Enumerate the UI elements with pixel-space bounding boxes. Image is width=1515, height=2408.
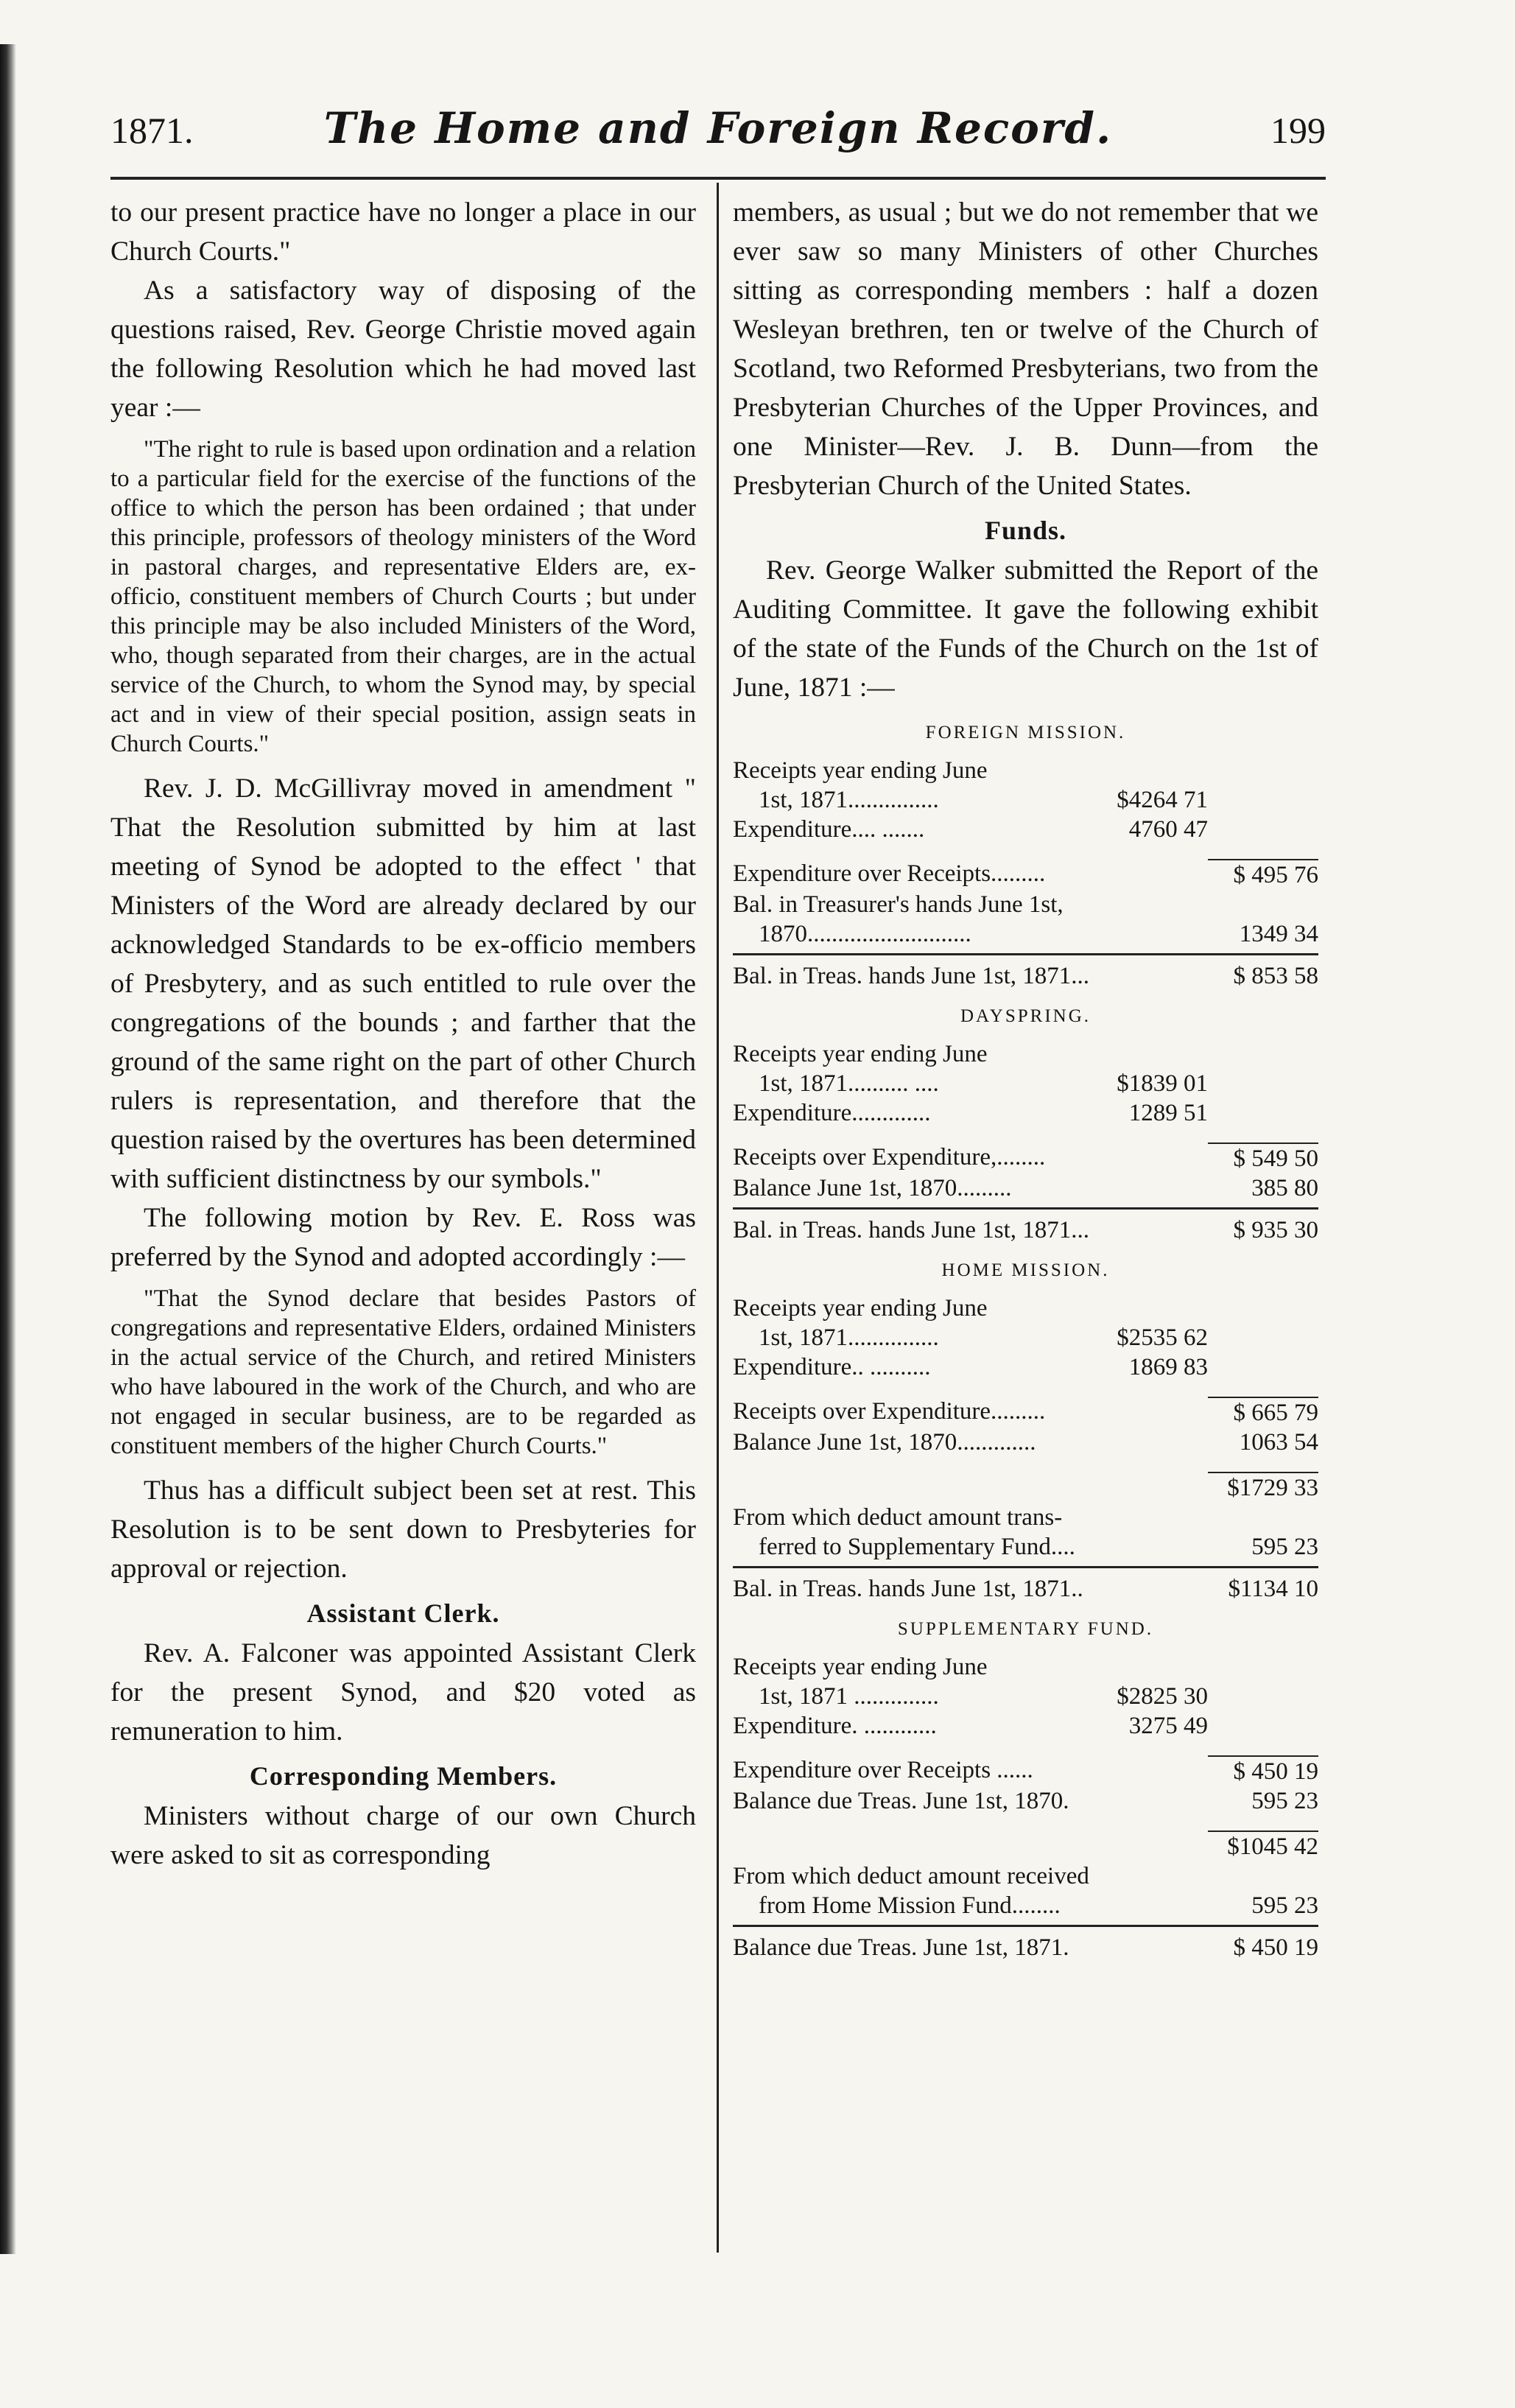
section-heading: Assistant Clerk. <box>306 1598 500 1628</box>
fund-row: 1870........................... 1349 34 <box>759 921 1318 947</box>
column-divider <box>717 183 719 2253</box>
motion-quote: "That the Synod declare that besides Pastors of congregations and representative Elders, ordained Ministers in the actual service of the Church, and retired Ministers who have laboured in the work of the Church, and who are not engaged in secular business, are to be regarded as constituent members of the higher Church Courts." <box>110 1285 696 1459</box>
fund-row: Balance June 1st, 1870............. 1063 54 <box>733 1429 1318 1456</box>
left-column <box>110 193 696 1875</box>
paragraph: The following motion by Rev. E. Ross was preferred by the Synod and adopted accordingly :— <box>110 1203 696 1272</box>
fund-row: 1st, 1871............... $2535 62 <box>759 1324 1208 1351</box>
section-heading: Funds. <box>984 516 1067 545</box>
paragraph: Rev. A. Falconer was appointed Assistant Clerk for the present Synod, and $20 voted as remuneration to him. <box>110 1638 696 1747</box>
fund-row: Expenditure............. 1289 51 <box>733 1100 1208 1126</box>
fund-row: 1st, 1871 .............. $2825 30 <box>759 1683 1208 1710</box>
fund-row: Bal. in Treasurer's hands June 1st, <box>733 891 1064 918</box>
fund-row: 1st, 1871.......... .... $1839 01 <box>759 1070 1208 1097</box>
page-number: 199 <box>1270 110 1326 151</box>
fund-balance-row: Bal. in Treas. hands June 1st, 1871... $ 935 30 <box>733 1217 1318 1243</box>
paragraph: members, as usual ; but we do not remember that we ever saw so many Ministers of other Churches sitting as corresponding members : half a dozen Wesleyan brethren, ten or twelve of the Church of Scotland, two Reformed Presbyterians, two from the Presbyterian Churches of the Upper Provinces, and one Minister—Rev. J. B. Dunn—from the Presbyterian Church of the United States. <box>733 197 1318 501</box>
paragraph: Rev. George Walker submitted the Report of the Auditing Committee. It gave the following exhibit of the state of the Funds of the Church on the 1st of June, 1871 :— <box>733 555 1318 703</box>
paragraph: Ministers without charge of our own Church were asked to sit as corresponding <box>110 1801 696 1870</box>
paragraph: to our present practice have no longer a place in our Church Courts." <box>110 197 696 267</box>
fund-row: Receipts over Expenditure......... $ 665 79 <box>733 1398 1318 1426</box>
fund-subtotal-row: $1045 42 <box>733 1830 1318 1861</box>
fund-row: Receipts year ending June <box>733 757 988 784</box>
fund-row: Balance June 1st, 1870......... 385 80 <box>733 1175 1318 1201</box>
fund-title: DAYSPRING. <box>960 1006 1092 1026</box>
fund-row: From which deduct amount received <box>733 1863 1089 1889</box>
fund-row: ferred to Supplementary Fund.... 595 23 <box>759 1534 1318 1560</box>
book-binding-edge <box>0 44 16 2254</box>
right-column <box>733 193 1318 1962</box>
fund-row: Receipts year ending June <box>733 1041 988 1067</box>
fund-balance-row: Bal. in Treas. hands June 1st, 1871.. $1134 10 <box>733 1576 1318 1602</box>
header-title: The Home and Foreign Record. <box>323 103 1113 153</box>
fund-row: from Home Mission Fund........ 595 23 <box>759 1892 1318 1919</box>
paragraph: As a satisfactory way of disposing of the questions raised, Rev. George Christie moved again the following Resolution which he had moved last year :— <box>110 275 696 423</box>
fund-row: Expenditure over Receipts......... $ 495 76 <box>733 860 1318 888</box>
fund-title: HOME MISSION. <box>941 1260 1110 1280</box>
fund-title: FOREIGN MISSION. <box>925 723 1126 743</box>
fund-row: Expenditure.... ....... 4760 47 <box>733 816 1208 843</box>
paragraph: Thus has a difficult subject been set at rest. This Resolution is to be sent down to Presbyteries for approval or rejection. <box>110 1475 696 1584</box>
fund-balance-row: Balance due Treas. June 1st, 1871. $ 450 19 <box>733 1934 1318 1961</box>
fund-row: Receipts year ending June <box>733 1295 988 1321</box>
header-rule <box>110 177 1326 180</box>
fund-row: Balance due Treas. June 1st, 1870. 595 23 <box>733 1788 1318 1814</box>
fund-row: Expenditure over Receipts ...... $ 450 19 <box>733 1757 1318 1785</box>
fund-row: Expenditure. ............ 3275 49 <box>733 1713 1208 1739</box>
fund-balance-row: Bal. in Treas. hands June 1st, 1871... $ 853 58 <box>733 963 1318 989</box>
running-header <box>110 103 1326 169</box>
header-year: 1871. <box>110 110 194 151</box>
fund-subtotal-row: $1729 33 <box>733 1472 1318 1503</box>
fund-row: 1st, 1871............... $4264 71 <box>759 787 1208 813</box>
fund-row: Receipts over Expenditure,........ $ 549 50 <box>733 1144 1318 1172</box>
paragraph: Rev. J. D. McGillivray moved in amendment " That the Resolution submitted by him at last meeting of Synod be adopted to the effect ' that Ministers of the Word are already declared by our acknowledged Standards to be ex-officio members of Presbytery, and as such entitled to rule over the congregations of the bounds ; and farther that the ground of the same right on the part of other Church rulers is representation, and therefore that the question raised by the overtures has been determined with sufficient distinctness by our symbols." <box>110 773 696 1194</box>
fund-row: Receipts year ending June <box>733 1654 988 1680</box>
fund-row: From which deduct amount trans- <box>733 1504 1063 1531</box>
resolution-quote: "The right to rule is based upon ordination and a relation to a particular field for the exercise of the functions of the office to which the person has been ordained ; that under this principle, professors of theology ministers of the Word in pastoral charges, and representative Elders are, ex-officio, constituent members of Church Courts ; but under this principle may be also included Ministers of the Word, who, though separated from their charges, are in the actual service of the Church, to whom the Synod may, by special act and in view of their special position, assign seats in Church Courts." <box>110 436 696 757</box>
fund-title: SUPPLEMENTARY FUND. <box>897 1619 1154 1639</box>
fund-row: Expenditure.. .......... 1869 83 <box>733 1354 1208 1380</box>
section-heading: Corresponding Members. <box>249 1761 558 1791</box>
